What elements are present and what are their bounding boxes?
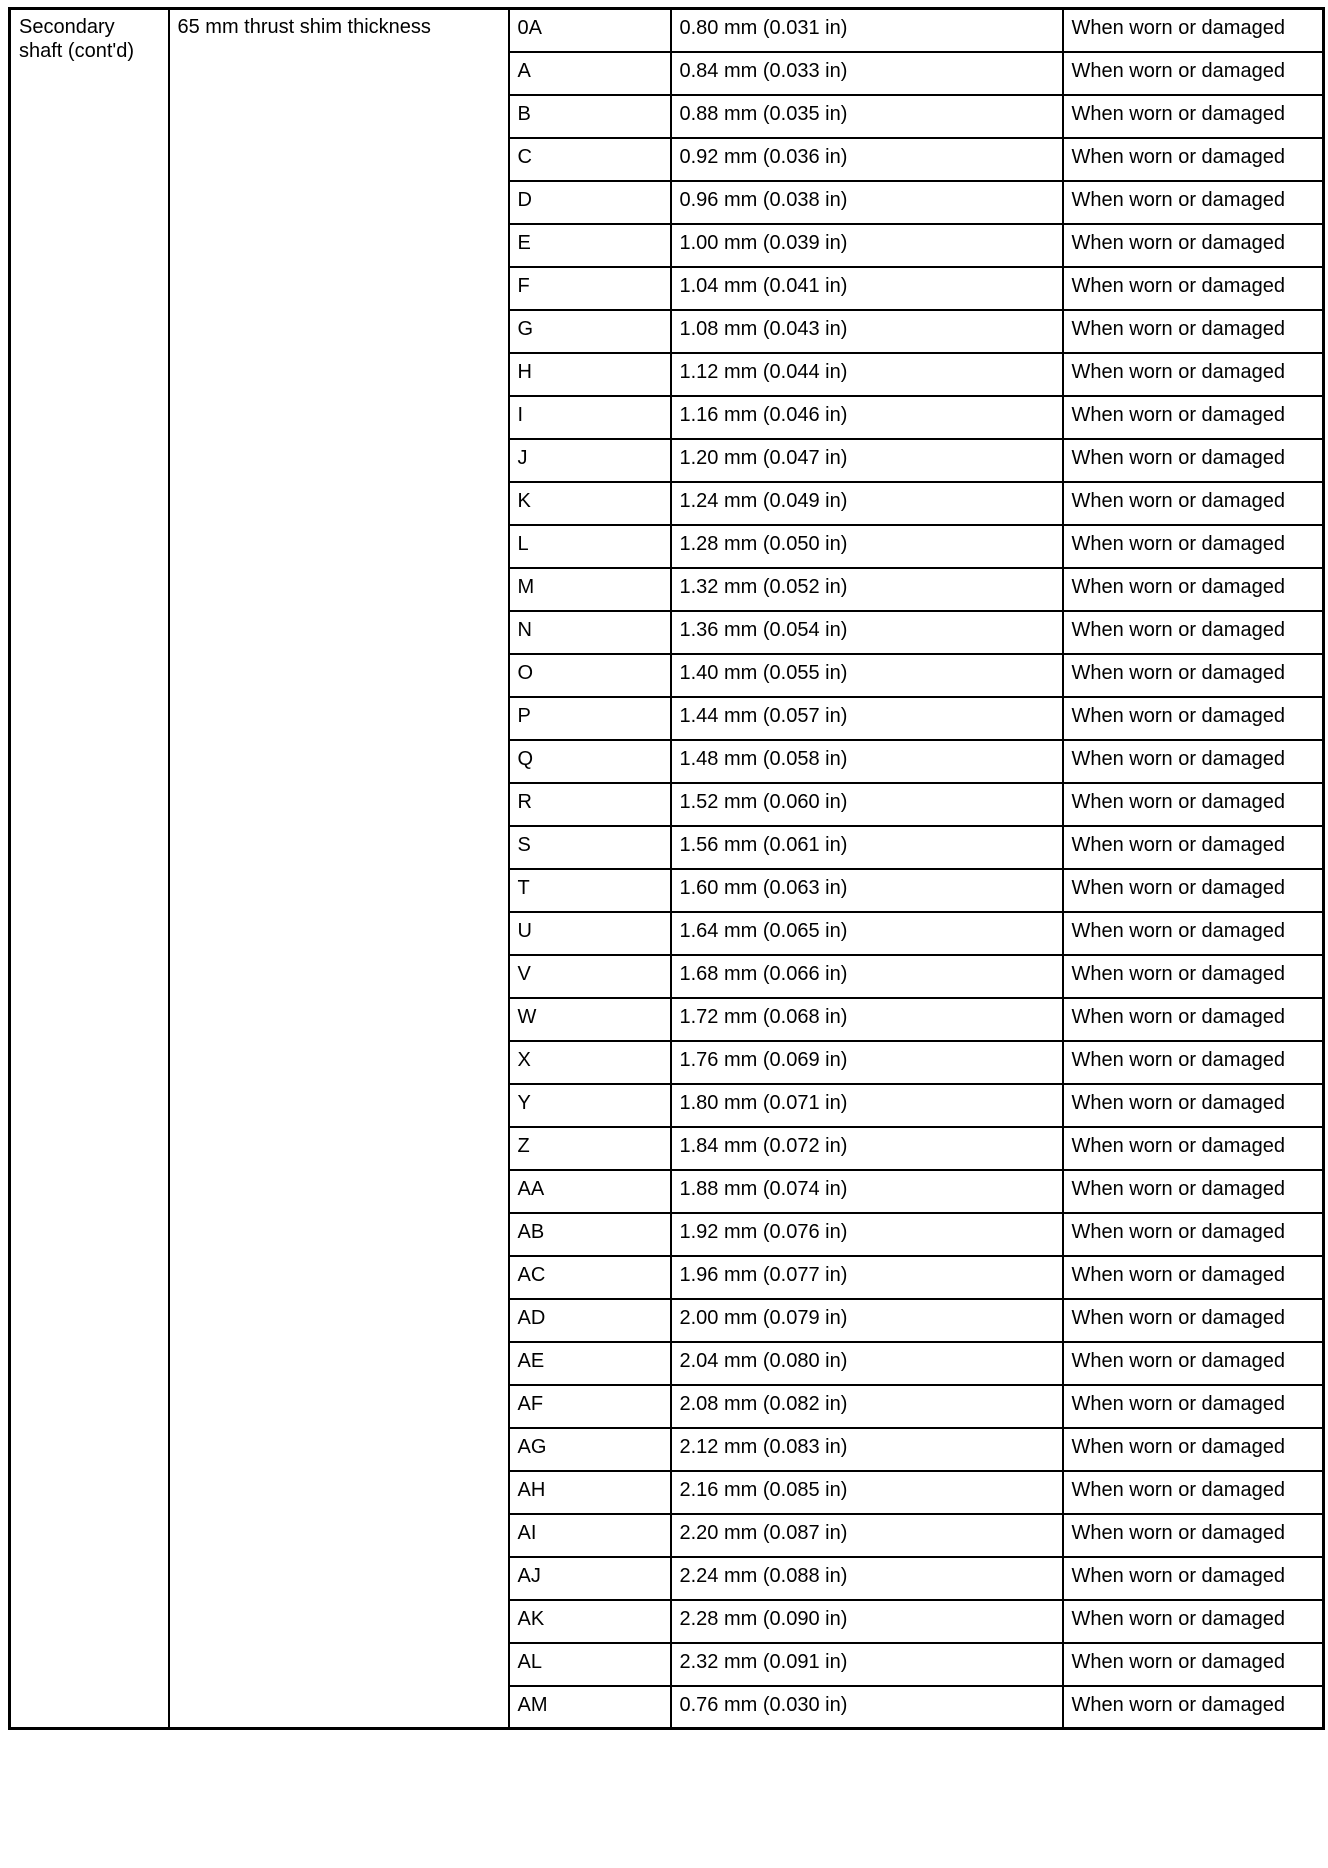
limit-cell: When worn or damaged xyxy=(1063,1041,1324,1084)
code-cell: L xyxy=(509,525,671,568)
code-cell: AM xyxy=(509,1686,671,1729)
limit-cell: When worn or damaged xyxy=(1063,740,1324,783)
code-cell: X xyxy=(509,1041,671,1084)
description-cell: 65 mm thrust shim thickness xyxy=(169,9,509,1729)
limit-cell: When worn or damaged xyxy=(1063,955,1324,998)
spec-cell: 1.24 mm (0.049 in) xyxy=(671,482,1063,525)
limit-cell: When worn or damaged xyxy=(1063,181,1324,224)
limit-cell: When worn or damaged xyxy=(1063,1213,1324,1256)
code-cell: T xyxy=(509,869,671,912)
limit-cell: When worn or damaged xyxy=(1063,482,1324,525)
spec-cell: 1.76 mm (0.069 in) xyxy=(671,1041,1063,1084)
limit-cell: When worn or damaged xyxy=(1063,611,1324,654)
code-cell: AE xyxy=(509,1342,671,1385)
code-cell: H xyxy=(509,353,671,396)
limit-cell: When worn or damaged xyxy=(1063,310,1324,353)
spec-cell: 1.84 mm (0.072 in) xyxy=(671,1127,1063,1170)
spec-cell: 1.48 mm (0.058 in) xyxy=(671,740,1063,783)
spec-cell: 1.96 mm (0.077 in) xyxy=(671,1256,1063,1299)
spec-cell: 1.32 mm (0.052 in) xyxy=(671,568,1063,611)
limit-cell: When worn or damaged xyxy=(1063,568,1324,611)
limit-cell: When worn or damaged xyxy=(1063,912,1324,955)
spec-cell: 1.04 mm (0.041 in) xyxy=(671,267,1063,310)
code-cell: S xyxy=(509,826,671,869)
code-cell: O xyxy=(509,654,671,697)
spec-cell: 2.16 mm (0.085 in) xyxy=(671,1471,1063,1514)
code-cell: G xyxy=(509,310,671,353)
code-cell: AD xyxy=(509,1299,671,1342)
code-cell: U xyxy=(509,912,671,955)
code-cell: P xyxy=(509,697,671,740)
limit-cell: When worn or damaged xyxy=(1063,1342,1324,1385)
code-cell: Y xyxy=(509,1084,671,1127)
spec-cell: 0.92 mm (0.036 in) xyxy=(671,138,1063,181)
code-cell: W xyxy=(509,998,671,1041)
limit-cell: When worn or damaged xyxy=(1063,1127,1324,1170)
shim-spec-table xyxy=(8,7,1325,1730)
spec-cell: 1.88 mm (0.074 in) xyxy=(671,1170,1063,1213)
code-cell: V xyxy=(509,955,671,998)
code-cell: E xyxy=(509,224,671,267)
limit-cell: When worn or damaged xyxy=(1063,697,1324,740)
spec-cell: 2.00 mm (0.079 in) xyxy=(671,1299,1063,1342)
spec-cell: 0.88 mm (0.035 in) xyxy=(671,95,1063,138)
limit-cell: When worn or damaged xyxy=(1063,869,1324,912)
spec-cell: 1.12 mm (0.044 in) xyxy=(671,353,1063,396)
spec-cell: 2.28 mm (0.090 in) xyxy=(671,1600,1063,1643)
code-cell: AI xyxy=(509,1514,671,1557)
spec-cell: 1.92 mm (0.076 in) xyxy=(671,1213,1063,1256)
spec-cell: 1.40 mm (0.055 in) xyxy=(671,654,1063,697)
limit-cell: When worn or damaged xyxy=(1063,1428,1324,1471)
spec-cell: 1.80 mm (0.071 in) xyxy=(671,1084,1063,1127)
spec-cell: 1.28 mm (0.050 in) xyxy=(671,525,1063,568)
limit-cell: When worn or damaged xyxy=(1063,525,1324,568)
code-cell: 0A xyxy=(509,9,671,52)
spec-cell: 1.56 mm (0.061 in) xyxy=(671,826,1063,869)
limit-cell: When worn or damaged xyxy=(1063,396,1324,439)
code-cell: Z xyxy=(509,1127,671,1170)
code-cell: AL xyxy=(509,1643,671,1686)
limit-cell: When worn or damaged xyxy=(1063,783,1324,826)
limit-cell: When worn or damaged xyxy=(1063,95,1324,138)
spec-cell: 0.76 mm (0.030 in) xyxy=(671,1686,1063,1729)
limit-cell: When worn or damaged xyxy=(1063,353,1324,396)
spec-cell: 2.32 mm (0.091 in) xyxy=(671,1643,1063,1686)
code-cell: AJ xyxy=(509,1557,671,1600)
limit-cell: When worn or damaged xyxy=(1063,267,1324,310)
spec-cell: 2.24 mm (0.088 in) xyxy=(671,1557,1063,1600)
spec-cell: 2.08 mm (0.082 in) xyxy=(671,1385,1063,1428)
item-cell: Secondary shaft (cont'd) xyxy=(10,9,169,1729)
limit-cell: When worn or damaged xyxy=(1063,1643,1324,1686)
code-cell: AB xyxy=(509,1213,671,1256)
code-cell: AC xyxy=(509,1256,671,1299)
limit-cell: When worn or damaged xyxy=(1063,826,1324,869)
spec-cell: 1.44 mm (0.057 in) xyxy=(671,697,1063,740)
limit-cell: When worn or damaged xyxy=(1063,224,1324,267)
limit-cell: When worn or damaged xyxy=(1063,52,1324,95)
spec-cell: 0.96 mm (0.038 in) xyxy=(671,181,1063,224)
code-cell: AK xyxy=(509,1600,671,1643)
spec-cell: 1.72 mm (0.068 in) xyxy=(671,998,1063,1041)
limit-cell: When worn or damaged xyxy=(1063,1471,1324,1514)
code-cell: AH xyxy=(509,1471,671,1514)
spec-cell: 1.00 mm (0.039 in) xyxy=(671,224,1063,267)
shim-spec-table-body xyxy=(10,9,1324,1729)
spec-cell: 1.68 mm (0.066 in) xyxy=(671,955,1063,998)
limit-cell: When worn or damaged xyxy=(1063,1084,1324,1127)
spec-cell: 0.84 mm (0.033 in) xyxy=(671,52,1063,95)
limit-cell: When worn or damaged xyxy=(1063,1514,1324,1557)
spec-cell: 1.52 mm (0.060 in) xyxy=(671,783,1063,826)
limit-cell: When worn or damaged xyxy=(1063,654,1324,697)
code-cell: AG xyxy=(509,1428,671,1471)
spec-cell: 1.64 mm (0.065 in) xyxy=(671,912,1063,955)
spec-cell: 1.36 mm (0.054 in) xyxy=(671,611,1063,654)
code-cell: A xyxy=(509,52,671,95)
code-cell: K xyxy=(509,482,671,525)
limit-cell: When worn or damaged xyxy=(1063,138,1324,181)
limit-cell: When worn or damaged xyxy=(1063,1686,1324,1729)
code-cell: D xyxy=(509,181,671,224)
spec-cell: 0.80 mm (0.031 in) xyxy=(671,9,1063,52)
spec-cell: 2.12 mm (0.083 in) xyxy=(671,1428,1063,1471)
code-cell: C xyxy=(509,138,671,181)
limit-cell: When worn or damaged xyxy=(1063,1299,1324,1342)
code-cell: M xyxy=(509,568,671,611)
spec-cell: 2.20 mm (0.087 in) xyxy=(671,1514,1063,1557)
code-cell: F xyxy=(509,267,671,310)
table-row xyxy=(10,9,1324,52)
spec-cell: 1.08 mm (0.043 in) xyxy=(671,310,1063,353)
limit-cell: When worn or damaged xyxy=(1063,439,1324,482)
limit-cell: When worn or damaged xyxy=(1063,1385,1324,1428)
code-cell: N xyxy=(509,611,671,654)
spec-cell: 1.20 mm (0.047 in) xyxy=(671,439,1063,482)
limit-cell: When worn or damaged xyxy=(1063,1256,1324,1299)
code-cell: AF xyxy=(509,1385,671,1428)
limit-cell: When worn or damaged xyxy=(1063,1557,1324,1600)
limit-cell: When worn or damaged xyxy=(1063,9,1324,52)
code-cell: J xyxy=(509,439,671,482)
limit-cell: When worn or damaged xyxy=(1063,998,1324,1041)
code-cell: I xyxy=(509,396,671,439)
limit-cell: When worn or damaged xyxy=(1063,1170,1324,1213)
limit-cell: When worn or damaged xyxy=(1063,1600,1324,1643)
spec-cell: 1.60 mm (0.063 in) xyxy=(671,869,1063,912)
code-cell: Q xyxy=(509,740,671,783)
spec-cell: 1.16 mm (0.046 in) xyxy=(671,396,1063,439)
code-cell: R xyxy=(509,783,671,826)
code-cell: AA xyxy=(509,1170,671,1213)
spec-cell: 2.04 mm (0.080 in) xyxy=(671,1342,1063,1385)
code-cell: B xyxy=(509,95,671,138)
